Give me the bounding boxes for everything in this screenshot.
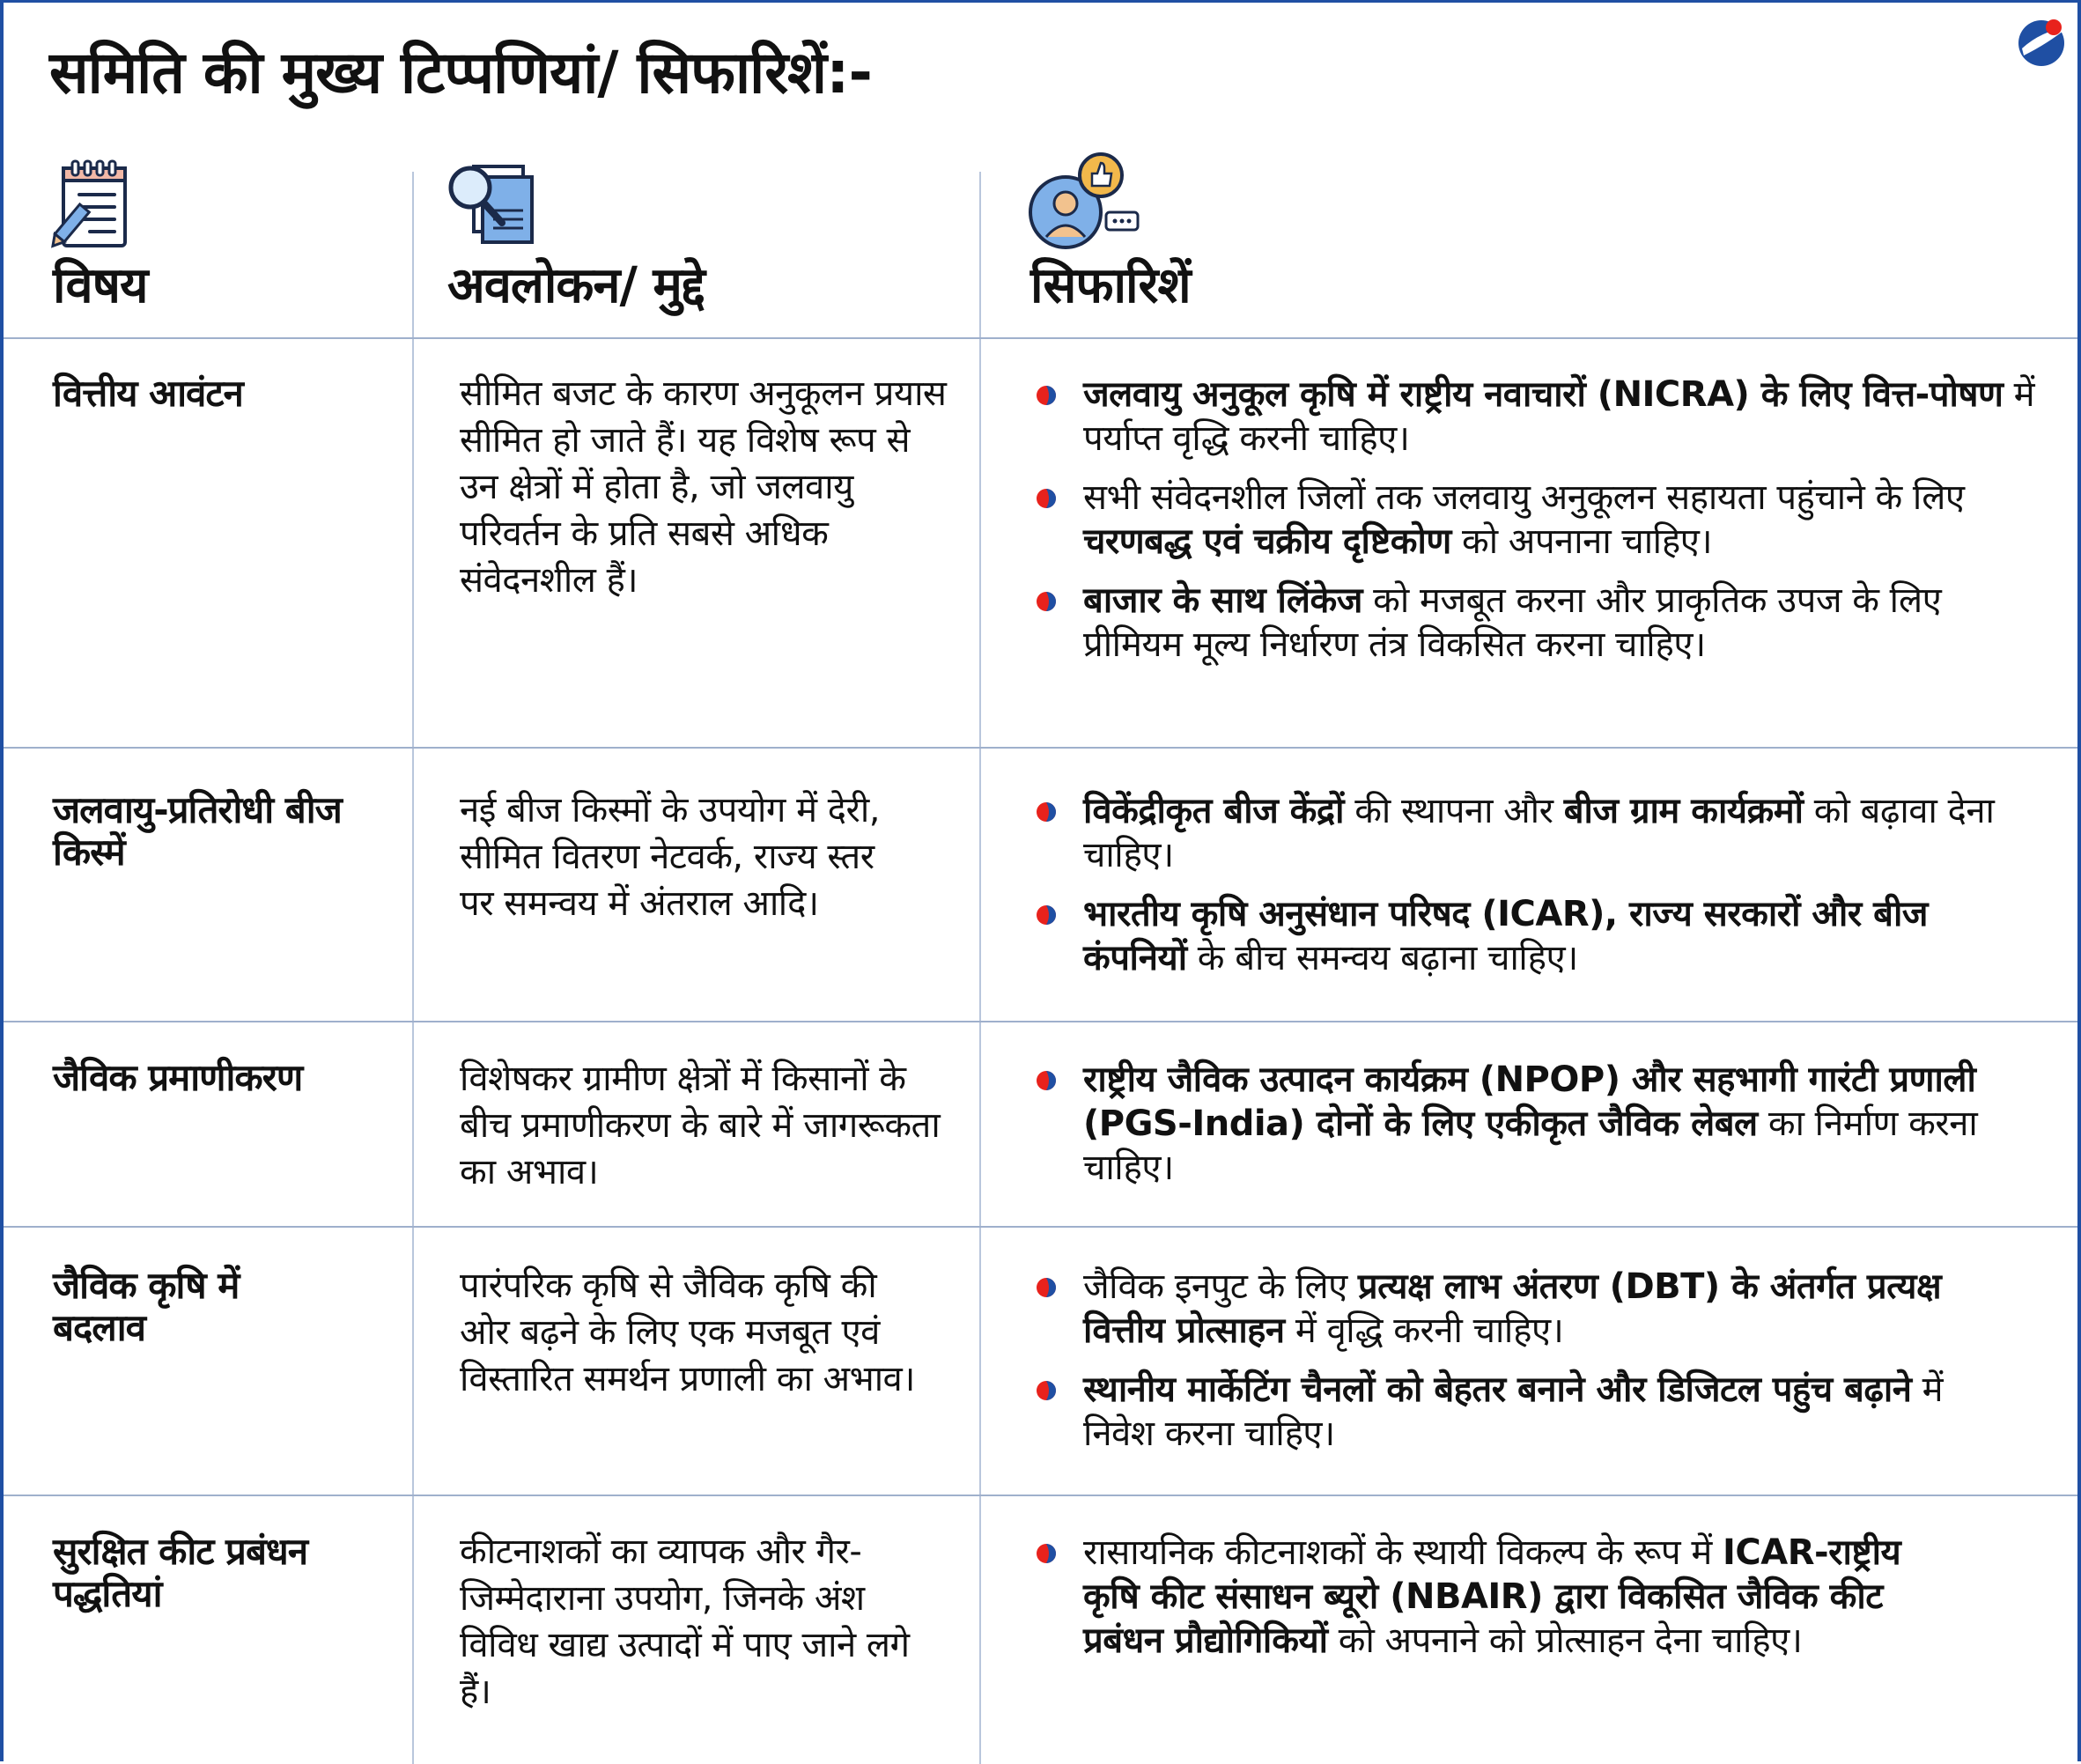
- user-thumbs-up-icon: [1025, 149, 1140, 253]
- recommendation-bold-text: बीज ग्राम कार्यक्रमों: [1563, 791, 1804, 831]
- recommendation-item: [1036, 476, 2040, 564]
- recommendation-list: [1036, 1058, 2040, 1190]
- page-title: समिति की मुख्य टिप्पणियां/ सिफारिशें:-: [49, 39, 872, 107]
- observation-cell: सीमित बजट के कारण अनुकूलन प्रयास सीमित हो जाते हैं। यह विशेष रूप से उन क्षेत्रों में होता है, जो जलवायु परिवर्तन के प्रति सबसे अधिक संवेदनशील हैं।: [460, 373, 947, 601]
- recommendation-bold-text: राष्ट्रीय जैविक उत्पादन कार्यक्रम (NPOP) और सहभागी गारंटी प्रणाली (PGS-India) दोनों के लिए एकीकृत जैविक लेबल: [1083, 1059, 1976, 1144]
- recommendation-list: [1036, 1531, 1952, 1663]
- topic-cell: जैविक प्रमाणीकरण: [53, 1056, 303, 1099]
- recommendation-item: [1036, 1265, 1952, 1353]
- recommendation-bold-text: स्थानीय मार्केटिंग चैनलों को बेहतर बनाने और डिजिटल पहुंच बढ़ाने: [1083, 1369, 1912, 1410]
- topic-cell: सुरक्षित कीट प्रबंधन पद्धतियां: [53, 1530, 308, 1615]
- magnifier-document-icon: [440, 158, 535, 253]
- recommendation-text: का निर्माण करना चाहिए।: [1083, 1103, 1978, 1188]
- observation-cell: पारंपरिक कृषि से जैविक कृषि की ओर बढ़ने के लिए एक मजबूत एवं विस्तारित समर्थन प्रणाली का अभाव।: [460, 1266, 915, 1399]
- recommendation-item: [1036, 1368, 1952, 1456]
- recommendation-item: [1036, 789, 2040, 877]
- observation-cell: विशेषकर ग्रामीण क्षेत्रों में किसानों के बीच प्रमाणीकरण के बारे में जागरूकता का अभाव।: [460, 1059, 941, 1192]
- bullet-icon: [1036, 488, 1057, 509]
- recommendation-bold-text: विकेंद्रीकृत बीज केंद्रों: [1083, 791, 1344, 831]
- topic-cell: जलवायु-प्रतिरोधी बीज किस्में: [53, 788, 342, 874]
- bullet-icon: [1036, 1543, 1057, 1564]
- row-divider: [4, 747, 2077, 749]
- bullet-icon: [1036, 1070, 1057, 1091]
- recommendation-text: को अपनाना चाहिए।: [1450, 521, 1713, 562]
- observation-cell: कीटनाशकों का व्यापक और गैर-जिम्मेदाराना उपयोग, जिनके अंश विविध खाद्य उत्पादों में पाए जाने लगे हैं।: [460, 1532, 910, 1712]
- bullet-icon: [1036, 1277, 1057, 1298]
- recommendation-item: [1036, 1531, 1952, 1663]
- recommendation-bold-text: जलवायु अनुकूल कृषि में राष्ट्रीय नवाचारों (NICRA) के लिए वित्त-पोषण: [1083, 374, 2004, 415]
- row-divider: [4, 1226, 2077, 1228]
- recommendation-text: में पर्याप्त वृद्धि करनी चाहिए।: [1083, 374, 2035, 459]
- header-observations: अवलोकन/ मुद्दे: [447, 257, 705, 314]
- recommendation-bold-text: चरणबद्ध एवं चक्रीय दृष्टिकोण: [1083, 521, 1451, 562]
- header-recommendations: सिफारिशें: [1030, 257, 1191, 314]
- recommendation-text: की स्थापना और: [1344, 791, 1564, 831]
- header-subject: विषय: [53, 257, 148, 314]
- observation-cell: नई बीज किस्मों के उपयोग में देरी, सीमित वितरण नेटवर्क, राज्य स्तर पर समन्वय में अंतराल आदि।: [460, 790, 880, 924]
- notepad-pencil-icon: [44, 158, 139, 253]
- topic-cell: जैविक कृषि में बदलाव: [53, 1264, 240, 1349]
- recommendation-item: [1036, 579, 2040, 667]
- recommendation-item: [1036, 892, 2040, 980]
- recommendation-text: में निवेश करना चाहिए।: [1083, 1369, 1944, 1454]
- column-divider-2: [979, 172, 981, 1764]
- bullet-icon: [1036, 1380, 1057, 1401]
- bullet-icon: [1036, 591, 1057, 612]
- recommendation-text: में वृद्धि करनी चाहिए।: [1284, 1310, 1564, 1351]
- column-divider-1: [412, 172, 414, 1764]
- recommendation-text: रासायनिक कीटनाशकों के स्थायी विकल्प के रूप में: [1083, 1532, 1723, 1573]
- recommendation-bold-text: ICAR-राष्ट्रीय कृषि कीट संसाधन ब्यूरो (NBAIR) द्वारा विकसित जैविक कीट प्रबंधन प्रौद्योगिकियों: [1083, 1532, 1901, 1661]
- recommendation-bold-text: प्रत्यक्ष लाभ अंतरण (DBT) के अंतर्गत प्रत्यक्ष वित्तीय प्रोत्साहन: [1083, 1266, 1942, 1351]
- bullet-icon: [1036, 801, 1057, 823]
- recommendation-list: [1036, 373, 2040, 667]
- recommendation-text: को अपनाने को प्रोत्साहन देना चाहिए।: [1327, 1620, 1803, 1661]
- recommendation-list: [1036, 789, 2040, 980]
- recommendation-text: जैविक इनपुट के लिए: [1083, 1266, 1358, 1307]
- recommendation-text: को मजबूत करना और प्राकृतिक उपज के लिए प्रीमियम मूल्य निर्धारण तंत्र विकसित करना चाहिए।: [1083, 580, 1942, 665]
- row-divider: [4, 337, 2077, 339]
- recommendation-item: [1036, 373, 2040, 461]
- recommendation-item: [1036, 1058, 2040, 1190]
- row-divider: [4, 1495, 2077, 1496]
- topic-cell: वित्तीय आवंटन: [53, 372, 243, 415]
- recommendation-bold-text: भारतीय कृषि अनुसंधान परिषद (ICAR), राज्य सरकारों और बीज कंपनियों: [1083, 894, 1928, 978]
- recommendation-list: [1036, 1265, 1952, 1456]
- recommendation-text: सभी संवेदनशील जिलों तक जलवायु अनुकूलन सहायता पहुंचाने के लिए: [1083, 477, 1965, 518]
- row-divider: [4, 1021, 2077, 1022]
- recommendation-bold-text: बाजार के साथ लिंकेज: [1083, 580, 1362, 621]
- recommendation-text: के बीच समन्वय बढ़ाना चाहिए।: [1186, 938, 1578, 978]
- bullet-icon: [1036, 385, 1057, 406]
- logo-icon: [2010, 8, 2077, 75]
- recommendation-text: को बढ़ावा देना चाहिए।: [1083, 791, 1995, 875]
- bullet-icon: [1036, 904, 1057, 926]
